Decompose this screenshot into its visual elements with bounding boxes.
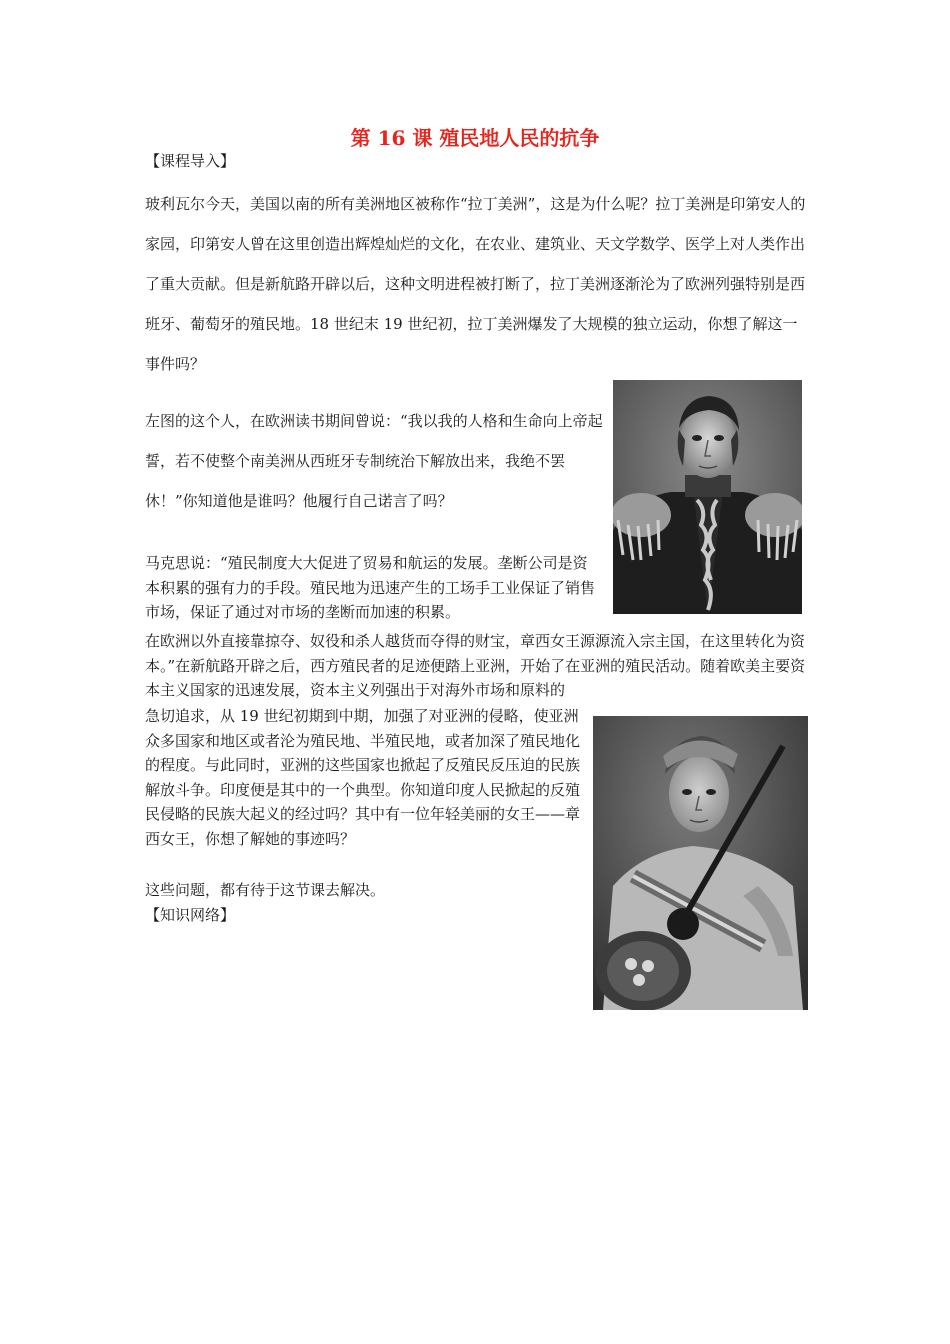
bolivar-text: 左图的这个人，在欧洲读书期间曾说：“我以我的人格和生命向上帝起誓，若不使整个南美洲从西班牙专制统治下解放出来，我绝不罢休！”你知道他是谁吗？他履行自己诺言了吗？: [145, 412, 603, 510]
asia-paragraph: [145, 704, 585, 851]
intro-paragraph: [145, 184, 807, 384]
asia-text: 急切追求，从 19 世纪初期到中期，加强了对亚洲的侵略，使亚洲众多国家和地区或者沦为殖民地、半殖民地，或者加深了殖民地化的程度。与此同时，亚洲的这些国家也掀起了反殖民反压迫的民族解放斗争。印度便是其中的一个典型。你知道印度人民掀起的反殖民侵略的民族大起义的经过吗？其中有一位年轻美丽的女王——章西女王，你想了解她的事迹吗？: [145, 707, 581, 848]
section-header-intro: 【课程导入】: [145, 152, 236, 170]
bolivar-portrait-image: [613, 380, 802, 614]
lesson-title: 第 16 课 殖民地人民的抗争: [350, 126, 600, 150]
rani-of-jhansi-portrait: [593, 716, 808, 1010]
conclusion-paragraph: [145, 878, 585, 903]
bolivar-paragraph: [145, 386, 607, 536]
conclusion-text: 这些问题，都有待于这节课去解决。: [145, 881, 386, 899]
marx-text-1: 马克思说：“殖民制度大大促进了贸易和航运的发展。垄断公司是资本积累的强有力的手段。殖民地为迅速产生的工场手工业保证了销售市场，保证了通过对市场的垄断而加速的积累。: [145, 554, 596, 621]
marx-text-2: 在欧洲以外直接靠掠夺、奴役和杀人越货而夺得的财宝，章西女王源源流入宗主国，在这里转化为资本。”在新航路开辟之后，西方殖民者的足迹便踏上亚洲，开始了在亚洲的殖民活动。随着欧美主要资本主义国家的迅速发展，资本主义列强出于对海外市场和原料的: [145, 632, 806, 699]
section-header-network: 【知识网络】: [145, 906, 236, 924]
intro-text: 玻利瓦尔今天，美国以南的所有美洲地区被称作“拉丁美洲”，这是为什么呢？拉丁美洲是印第安人的家园，印第安人曾在这里创造出辉煌灿烂的文化，在农业、建筑业、天文学数学、医学上对人类作出了重大贡献。但是新航路开辟以后，这种文明进程被打断了，拉丁美洲逐渐沦为了欧洲列强特别是西班牙、葡萄牙的殖民地。18 世纪末 19 世纪初，拉丁美洲爆发了大规模的独立运动，你想了解这一事件吗？: [145, 195, 806, 373]
rani-of-jhansi-image: [593, 716, 808, 1010]
marx-quote-part2: [145, 629, 807, 703]
bolivar-portrait: [613, 380, 802, 614]
marx-quote-part1: [145, 551, 600, 625]
